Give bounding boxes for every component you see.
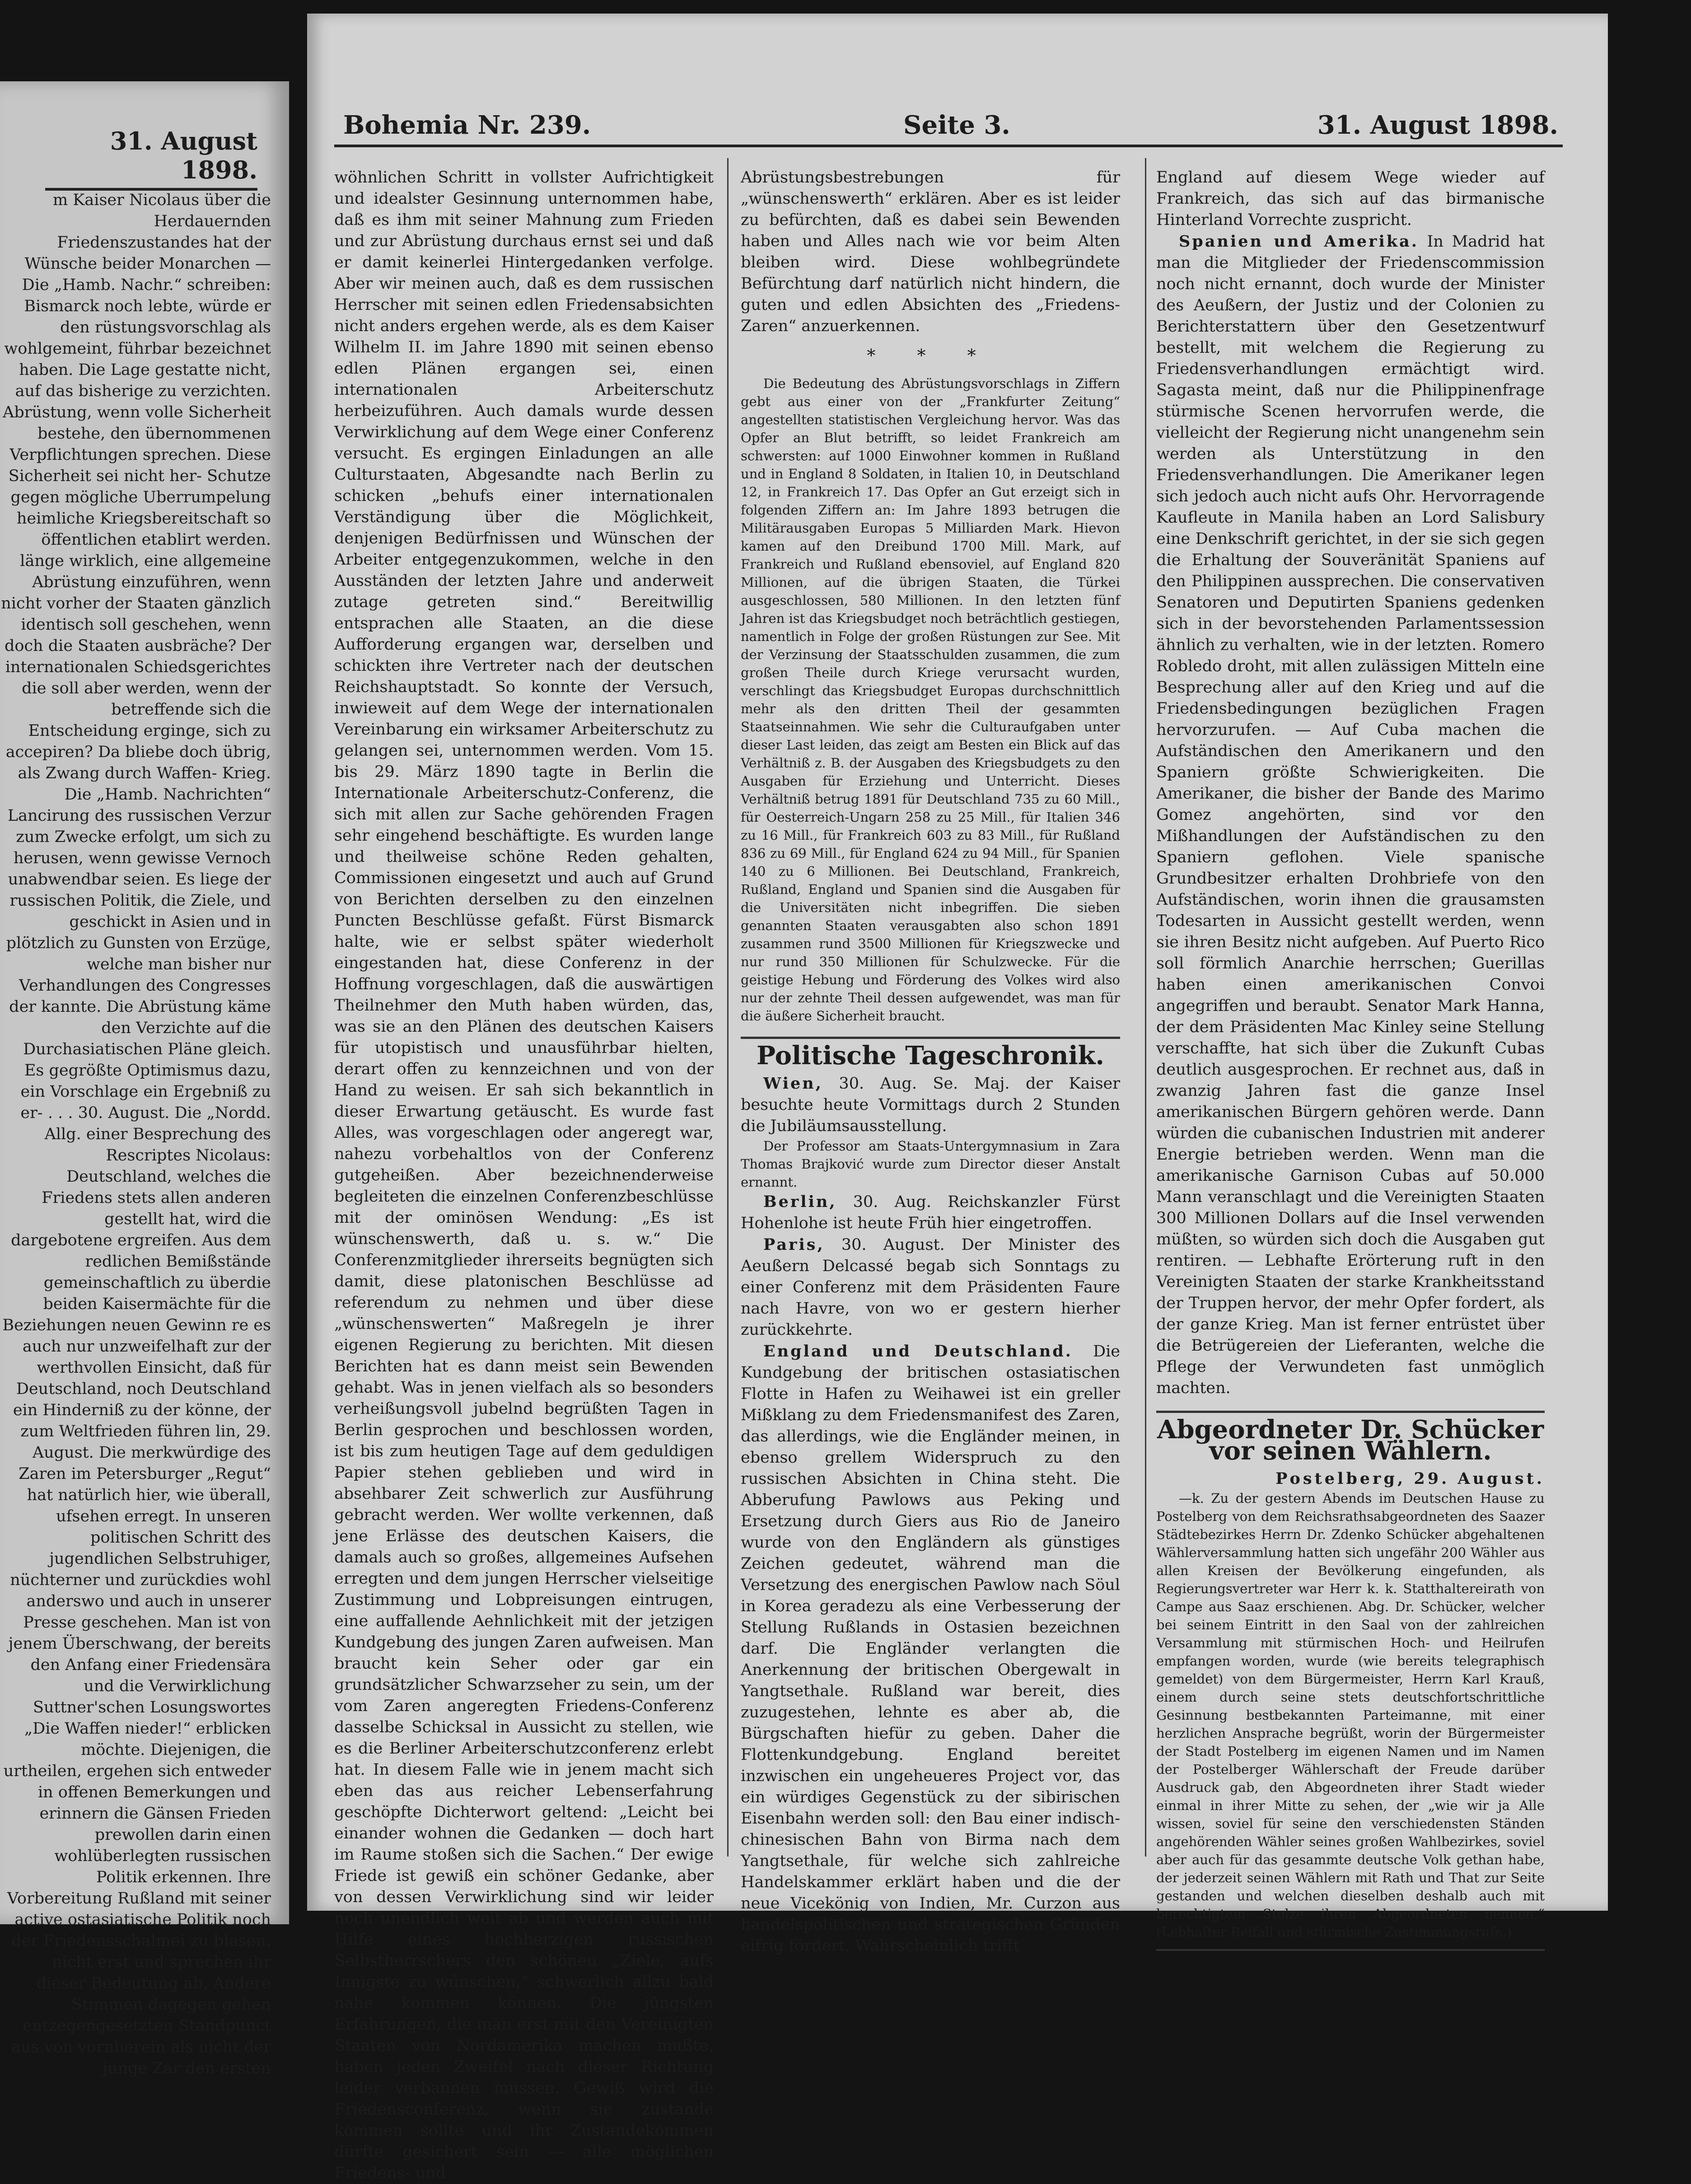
dateline: Postelberg, 29. August. — [1275, 1469, 1545, 1488]
news-item: England auf diesem Wege wieder auf Frankreich, das sich auf das birmanische Hinterland Vorrechte zuspricht. — [1156, 168, 1545, 229]
column-3 — [1156, 167, 1545, 1940]
column-rule — [727, 158, 729, 1857]
section-title: Abgeordneter Dr. Schücker vor seinen Wählern. — [1156, 1411, 1545, 1462]
news-item: Der Professor am Staats-Untergymnasium in Zara Thomas Brajković wurde zum Director dieser Anstalt ernannt. — [741, 1138, 1120, 1190]
issue-date: 31. August 1898. — [1317, 110, 1558, 140]
article-continuation: wöhnlichen Schritt in vollster Aufrichtigkeit und idealster Gesinnung unternommen habe, daß es ihm mit seiner Mahnung zum Frieden und zur Abrüstung durchaus ernst sei und daß er damit keinerlei Hintergedanken verfolge. Aber wir meinen auch, daß es dem russischen Herrscher mit seinen edlen Friedensabsichten nicht anders ergehen werde, als es dem Kaiser Wilhelm II. im Jahre 1890 mit seinen ebenso edlen Plänen ergangen sei, einen internationalen Arbeiterschutz herbeizuführen. Auch damals wurde dessen Verwirklichung auf dem Wege einer Conferenz versucht. Es ergingen Einladungen an alle Culturstaaten, Abgesandte nach Berlin zu schicken „behufs einer internationalen Verständigung über die Möglichkeit, denjenigen Bedürfnissen und Wünschen der Arbeiter entgegenzukommen, welche in den Ausständen der letzten Jahre und anderweit zutage getreten sind.“ Bereitwillig entsprachen alle Staaten, an die diese Aufforderung ergangen war, derselben und schickten ihre Vertreter nach der deutschen Reichshauptstadt. So konnte der Versuch, inwieweit auf dem Wege der internationalen Vereinbarung ein wirksamer Arbeiterschutz zu gelangen sei, unternommen werden. Vom 15. bis 29. März 1890 tagte in Berlin die Internationale Arbeiterschutz-Conferenz, die sich mit allen zur Sache gehörenden Fragen sehr eingehend beschäftigte. Es wurden lange und theilweise schöne Reden gehalten, Commissionen eingesetzt und auch auf Grund von Berichten derselben zu den einzelnen Puncten Beschlüsse gefaßt. Fürst Bismarck halte, wie er selbst später wiederholt eingestanden hat, diese Conferenz in der Hoffnung vorgeschlagen, daß die auswärtigen Theilnehmer den Muth haben würden, das, was sie an den Plänen des deutschen Kaisers für utopistisch und unausführbar hielten, derart offen zu kennzeichnen und von der Hand zu weisen. Er sah sich bekanntlich in dieser Erwartung getäuscht. Es wurde fast Alles, was vorgeschlagen oder angeregt war, nahezu vorbehaltlos von der Conferenz gutgeheißen. Aber bezeichnenderweise begleiteten die einzelnen Conferenzbeschlüsse mit der ominösen Wendung: „Es ist wünschenswerth, daß u. s. w.“ Die Conferenzmitglieder ihrerseits begnügten sich damit, diese platonischen Beschlüsse ad referendum zu nehmen und über diese „wünschenswerten“ Maßregeln je ihrer eigenen Regierung zu berichten. Mit diesen Berichten hat es dann meist sein Bewenden gehabt. Was in jenen vielfach als so besonders verheißungsvoll jubelnd begrüßten Tagen in Berlin gesprochen und beschlossen worden, ist bis zum heutigen Tage auf dem geduldigen Papier stehen geblieben und wird in absehbarer Zeit schwerlich zur Ausführung gebracht werden. Wer wollte verkennen, daß jene Erlässe des deutschen Kaisers, die damals auch so großes, allgemeines Aufsehen erregten und dem jungen Herrscher vielseitige Zustimmung und Lobpreisungen eintrugen, eine auffallende Aehnlichkeit mit der jetzigen Kundgebung des jungen Zaren aufweisen. Man braucht kein Seher oder gar ein grundsätzlicher Schwarzseher zu sein, um der vom Zaren angeregten Friedens-Conferenz dasselbe Schicksal in Aussicht zu stellen, wie es die Berliner Arbeiterschutzconferenz erlebt hat. In diesem Falle wie in jenem macht sich eben das aus reicher Lebenserfahrung geschöpfte Dichterwort geltend: „Leicht bei einander wohnen die Gedanken — doch hart im Raume stoßen sich die Sachen.“ Der ewige Friede ist gewiß ein schöner Gedanke, aber von dessen Verwirklichung sind wir leider noch unendlich weit ab und werden auch mit Hilfe eines hochherzigen russischen Selbstherrschers den schönen „Ziele, aufs Innigste zu wünschen,“ schwerlich allzu bald nahe kommen können. Die jüngsten Erfahrungen, die man erst mit den Vereinigten Staaten von Nordamerika machen mußte, haben jeden Zweifel nach dieser Richtung leider verbannen müssen. Gewiß wird die Friedensconferenz, wenn sie zustande kommen sollte und ihr Zustandekommen dürfte gesichert sein — alle möglichen Friedens- und — [334, 168, 714, 2182]
column-2 — [741, 167, 1120, 1955]
news-item: 30. Aug. Se. Maj. der Kaiser besuchte heute Vormittags durch 2 Stunden die Jubiläumsausstellung. — [741, 1075, 1120, 1135]
paper-issue: Bohemia Nr. 239. — [343, 110, 591, 140]
previous-page — [0, 81, 289, 2077]
news-item: 30. Aug. Reichskanzler Fürst Hohenlohe ist heute Früh hier eingetroffen. — [741, 1193, 1120, 1232]
dateline-place: England und Deutschland. — [763, 1342, 1073, 1361]
previous-page-date: 31. August 1898. — [45, 126, 257, 191]
news-item: Die Kundgebung der britischen ostasiatischen Flotte in Hafen zu Weihawei ist ein greller Mißklang zu dem Friedensmanifest des Zaren, das allerdings, wie die Engländer meinen, in ebenso grellem Widerspruch zu den russischen Absichten in China steht. Die Abberufung Pawlows aus Peking und Ersetzung durch Giers aus Rio de Janeiro wurde von den Engländern als günstiges Zeichen gedeutet, während man die Versetzung des energischen Pawlow nach Söul in Korea geradezu als eine Verbesserung der Stellung Rußlands in Ostasien bezeichnen darf. Die Engländer verlangten die Anerkennung der britischen Obergewalt in Yangtsethale. Rußland war bereit, dies zuzugestehen, lehnte es aber ab, die Bürgschaften hiefür zu geben. Daher die Flottenkundgebung. England bereitet inzwischen ein ungeheueres Project vor, das ein würdiges Gegenstück zu der sibirischen Eisenbahn werden soll: den Bau einer indisch-chinesischen Bahn von Birma nach dem Yangtsethale, für welche sich zahlreiche Handelskammer erklärt haben und die der neue Vicekönig von Indien, Mr. Curzon aus handelspolitischen und strategischen Gründen eifrig fördert. Wahrscheinlich trifft — [741, 1342, 1120, 1955]
article-continuation: Abrüstungsbestrebungen für „wünschenswerth“ erklären. Aber es ist leider zu befürchten, daß es dabei sein Bewenden haben und Alles nach wie vor beim Alten bleiben wird. Diese wohlbegründete Befürchtung darf natürlich nicht hindern, die guten und edlen Absichten des „Friedens-Zaren“ anzuerkennen. — [741, 168, 1120, 335]
dateline-place: Spanien und Amerika. — [1179, 232, 1419, 251]
previous-page-text: m Kaiser Nicolaus über die Herdauernden Friedenszustandes hat der Wünsche beider Monarchen — Die „Hamb. Nachr.“ schreiben: Bismarck noch lebte, würde er den rüstungsvorschlag als wohlgemeint, führbar bezeichnet haben. Die Lage gestatte nicht, auf das bisherige zu verzichten. Abrüstung, wenn volle Sicherheit bestehe, den übernommenen Verpflichtungen sprechen. Diese Sicherheit sei nicht her- Schutze gegen mögliche Uberrumpelung heimliche Kriegsbereitschaft so öffentlichen etablirt werden. länge wirklich, eine allgemeine Abrüstung einzuführen, wenn nicht vorher der Staaten gänzlich identisch soll geschehen, wenn doch die Staaten ausbräche? Der internationalen Schiedsgerichtes die soll aber werden, wenn der betreffende sich die Entscheidung erginge, sich zu accepiren? Da bliebe doch übrig, als Zwang durch Waffen- Krieg. Die „Hamb. Nachrichten“ Lancirung des russischen Verzur zum Zwecke erfolgt, um sich zu herusen, wenn gewisse Vernoch unabwendbar seien. Es liege der russischen Politik, die Ziele, und geschickt in Asien und in plötzlich zu Gunsten von Erzüge, welche man bisher nur Verhandlungen des Congresses der kannte. Die Abrüstung käme den Verzichte auf die Durchasiatischen Pläne gleich. Es gegrößte Optimismus dazu, ein Vorschlage ein Ergebniß zu er- . . . 30. August. Die „Nordd. Allg. einer Besprechung des Rescriptes Nicolaus: Deutschland, welches die Friedens stets allen anderen gestellt hat, wird die dargebotene ergreifen. Aus dem redlichen Bemißstände gemeinschaftlich zu überdie beiden Kaisermächte für die Beziehungen neuen Gewinn re es auch nur unzweifelhaft zur der werthvollen Einsicht, daß für Deutschland, noch Deutschland ein Hinderniß zu der könne, der zum Weltfrieden führen lin, 29. August. Die merkwürdige des Zaren im Petersburger „Regut“ hat natürlich hier, wie überall, ufsehen erregt. In unseren politischen Schritt des jugendlichen Selbstruhiger, nüchterner und zurückdies wohl anderswo und auch in unserer Presse geschehen. Man ist von jenem Überschwang, der bereits den Anfang einer Friedensära und die Verwirklichung Suttner'schen Losungswortes „Die Waffen nieder!“ erblicken möchte. Diejenigen, die urtheilen, ergehen sich entweder in offenen Bemerkungen und erinnern die Gänsen Frieden prewollen darin einen wohlüberlegten russischen Politik erkennen. Ihre Vorbereitung Rußland mit seiner active ostasiatische Politik noch der Friedensschalmei zu blasen. nicht erst und sprechen ihr dieser Bedeutung ab. Andere Stimmen dagegen gehen entzegengesetzten Standpunct aus von vornherein als nicht der junge Zar den ersten — [1, 191, 271, 2077]
dateline-place: Berlin, — [763, 1193, 837, 1211]
dateline-place: Wien, — [763, 1074, 823, 1093]
column-rule — [1145, 158, 1146, 1857]
disarmament-figures: Die Bedeutung des Abrüstungsvorschlags in Ziffern gebt aus einer von der „Frankfurter Zeitung“ angestellten statistischen Vergleichung hervor. Was das Opfer an Blut betrifft, so leidet Frankreich am schwersten: auf 1000 Einwohner kommen in Rußland und in England 8 Soldaten, in Italien 10, in Deutschland 12, in Frankreich 17. Das Opfer an Gut erzeigt sich in folgenden Ziffern an: Im Jahre 1893 betrugen die Militärausgaben Europas 5 Milliarden Mark. Hievon kamen auf den Dreibund 1700 Mill. Mark, auf Frankreich und Rußland ebensoviel, auf England 820 Millionen, auf die übrigen Staaten, die Türkei ausgeschlossen, 580 Millionen. In den letzten fünf Jahren ist das Kriegsbudget noch beträchtlich gestiegen, namentlich in Folge der großen Rüstungen zur See. Mit der Verzinsung der Staatsschulden zusammen, die zum großen Theile durch Kriege verursacht wurden, verschlingt das Kriegsbudget Europas durchschnittlich mehr als den dritten Theil der gesammten Staatseinnahmen. Wie sehr die Culturaufgaben unter dieser Last leiden, das zeigt am Besten ein Blick auf das Verhältniß z. B. der Ausgaben des Kriegsbudgets zu den Ausgaben für Erziehung und Unterricht. Dieses Verhältniß betrug 1891 für Deutschland 735 zu 60 Mill., für Oesterreich-Ungarn 258 zu 25 Mill., für Italien 346 zu 16 Mill., für Frankreich 603 zu 83 Mill., für Rußland 836 zu 69 Mill., für England 624 zu 94 Mill., für Spanien 140 zu 6 Millionen. Bei Deutschland, Frankreich, Rußland, England und Spanien sind die Ausgaben für die Universitäten nicht inbegriffen. Die sieben genannten Staaten verausgabten also schon 1891 zusammen rund 3500 Millionen für Kriegszwecke und nur rund 350 Millionen für Schulzwecke. Für die geistige Hebung und Förderung des Volkes wird also nur der zehnte Theil dessen aufgewendet, was man für die äußere Sicherheit braucht. — [741, 376, 1120, 1024]
previous-page-column — [0, 190, 271, 2077]
page-number: Seite 3. — [903, 110, 1010, 140]
section-separator: * * * — [867, 346, 994, 365]
report-text: —k. Zu der gestern Abends im Deutschen Hause zu Postelberg von dem Reichsrathsabgeordneten des Saazer Städtebezirkes Herrn Dr. Zdenko Schücker abgehaltenen Wählerversammlung hatten sich ungefähr 200 Wähler aus allen Kreisen der Bevölkerung eingefunden, als Regierungsvertreter war Herr k. k. Statthaltereirath von Campe aus Saaz erschienen. Abg. Dr. Schücker, welcher bei seinem Eintritt in den Saal von der zahlreichen Versammlung mit stürmischen Hoch- und Heilrufen empfangen worden, wurde (wie bereits telegraphisch gemeldet) von dem Bürgermeister, Herrn Karl Krauß, einem durch seine stets deutschfortschrittliche Gesinnung bestbekannten Parteimanne, mit einer herzlichen Ansprache begrüßt, worin der Bürgermeister der Stadt Postelberg im eigenen Namen und im Namen der Postelberger Wählerschaft der Freude darüber Ausdruck gab, den Abgeordneten ihrer Stadt wieder einmal in ihrer Mitte zu sehen, der „wie wir ja Alle wissen, soviel für seine den verschiedensten Ständen angehörenden Wähler seines großen Wahlbezirkes, soviel aber auch für das gesammte deutsche Volk gethan habe, der jederzeit seinen Wählern mit Rath und That zur Seite gestanden und welchen dieselben deshalb auch mit berechtigtem Stolze ihren Abgeordneten nennen.“ (Lebhafter Beifall und stürmische Zustimmungsrufe.) — [1156, 1491, 1545, 1940]
news-item: In Madrid hat man die Mitglieder der Friedenscommission noch nicht ernannt, doch wurde der Minister des Aeußern, der Justiz und der Colonien zu Berichterstattern über den Gesetzentwurf bestellt, mit welchem die Regierung zu Friedensverhandlungen ermächtigt wird. Sagasta meint, daß nur die Philippinenfrage stürmische Scenen hervorrufen werde, die vielleicht der Regierung nicht unangenehm sein werden als Unterstützung in den Friedensverhandlungen. Die Amerikaner legen sich jedoch auch nicht aufs Ohr. Hervorragende Kaufleute in Manila haben an Lord Salisbury eine Denkschrift gerichtet, in der sie sich gegen die Erhaltung der Souveränität Spaniens auf den Philippinen aussprechen. Die conservativen Senatoren und Deputirten Spaniens gedenken sich in der bevorstehenden Parlamentssession ähnlich zu verhalten, wie in der letzten. Romero Robledo droht, mit allen zulässigen Mitteln eine Besprechung aller auf den Krieg und auf die Friedensbedingungen bezüglichen Fragen hervorzurufen. — Auf Cuba machen die Aufständischen den Amerikanern und den Spaniern größte Schwierigkeiten. Die Amerikaner, die bisher der Bande des Marimo Gomez angehörten, sind vor den Mißhandlungen der Aufständischen zu den Spaniern geflohen. Viele spanische Grundbesitzer erhalten Drohbriefe von den Aufständischen, worin ihnen die grausamsten Todesarten in Aussicht gestellt werden, wenn sie ihren Besitz nicht aufgeben. Auf Puerto Rico soll förmlich Anarchie herrschen; Guerillas haben einen amerikanischen Convoi angegriffen und beraubt. Senator Mark Hanna, der dem Präsidenten Mac Kinley seine Stellung verschaffte, hat sich über die Zukunft Cubas deutlich ausgesprochen. Er rechnet aus, daß in zwanzig Jahren fast die ganze Insel amerikanischen Bürgern gehören werde. Dann würden die cubanischen Industrien mit anderer Energie betrieben werden. Wenn man die amerikanische Garnison Cubas auf 50.000 Mann veranschlagt und die Vereinigten Staaten 300 Millionen Dollars auf die Insel verwenden müßten, so würden sich doch die Ausgaben gut rentiren. — Lebhafte Erörterung ruft in den Vereinigten Staaten der starke Krankheitsstand der Truppen hervor, der mehr Opfer fordert, als der ganze Krieg. Man ist ferner entrüstet über die Betrügereien der Lieferanten, welche die Pflege der Verwundeten fast unmöglich machten. — [1156, 233, 1545, 1397]
newspaper-page — [307, 14, 1608, 2182]
page-header — [334, 104, 1563, 147]
news-item: 30. August. Der Minister des Aeußern Delcassé begab sich Sonntags zu einer Conferenz mit dem Präsidenten Faure nach Havre, von wo er gestern hierher zurückkehrte. — [741, 1236, 1120, 1339]
article-end-rule — [1156, 1949, 1545, 1951]
dateline-place: Paris, — [763, 1235, 825, 1254]
section-title: Politische Tageschronik. — [741, 1037, 1120, 1066]
column-1 — [334, 167, 714, 2182]
